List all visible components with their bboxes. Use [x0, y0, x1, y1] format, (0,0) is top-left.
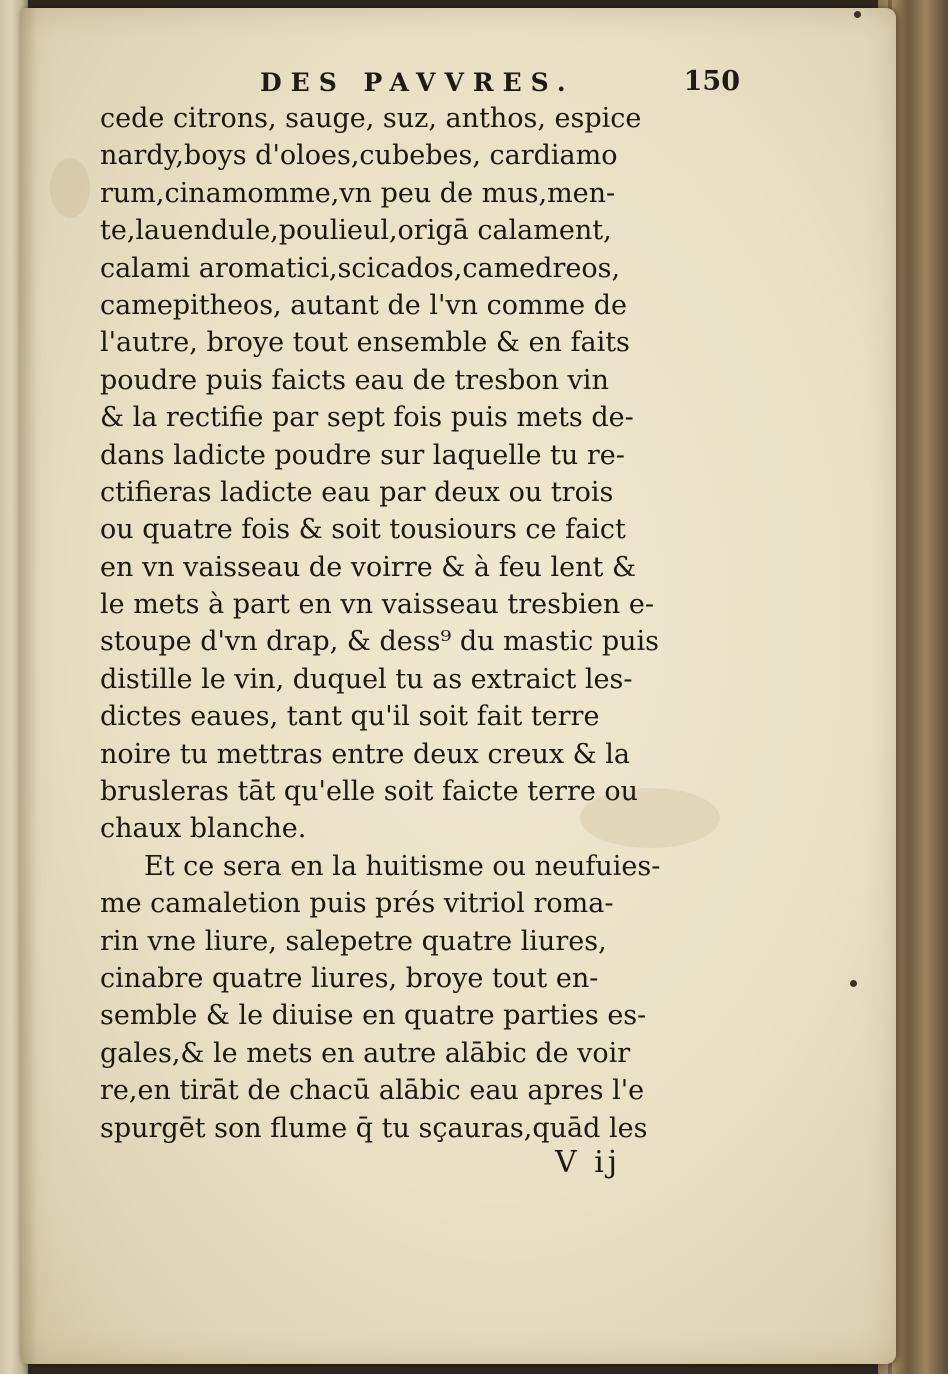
- folio-number: 150: [683, 66, 740, 97]
- text-line: dans ladicte poudre sur laquelle tu re-: [100, 439, 625, 471]
- text-line: re,en tirāt de chacū alābic eau apres l'e: [100, 1075, 645, 1107]
- text-line: Et ce sera en la huitisme ou neufuies-: [144, 850, 661, 882]
- text-line: rum,cinamomme,vn peu de mus,men-: [100, 177, 616, 209]
- text-line: le mets à part en vn vaisseau tresbien e-: [100, 589, 654, 621]
- text-line: & la rectifie par sept fois puis mets de-: [100, 402, 634, 434]
- text-line: l'autre, broye tout ensemble & en faits: [100, 327, 630, 359]
- text-line: brusleras tāt qu'elle soit faicte terre ou: [100, 776, 639, 808]
- ink-speck: [850, 980, 857, 987]
- page-gutter-shadow: [20, 8, 38, 1364]
- text-line: rin vne liure, salepetre quatre liures,: [100, 925, 607, 957]
- text-line: spurgēt son flume q̄ tu sçauras,quād les: [100, 1112, 648, 1144]
- text-line: chaux blanche.: [100, 813, 307, 845]
- text-line: nardy,boys d'oloes,cubebes, cardiamo: [100, 140, 618, 172]
- text-line: poudre puis faicts eau de tresbon vin: [100, 364, 609, 396]
- text-line: calami aromatici,scicados,camedreos,: [100, 252, 621, 284]
- text-line: gales,& le mets en autre alābic de voir: [100, 1037, 631, 1069]
- text-line: dictes eaues, tant qu'il soit fait terre: [100, 701, 600, 733]
- text-line: cede citrons, sauge, suz, anthos, espice: [100, 103, 642, 134]
- body-text: [100, 100, 740, 1147]
- text-line: ctifieras ladicte eau par deux ou trois: [100, 476, 614, 508]
- text-line: noire tu mettras entre deux creux & la: [100, 738, 630, 770]
- text-line: cinabre quatre liures, broye tout en-: [100, 962, 599, 994]
- text-line: te,lauendule,poulieul,origā calament,: [100, 215, 612, 247]
- signature-mark: V ij: [555, 1145, 622, 1180]
- text-line: camepitheos, autant de l'vn comme de: [100, 289, 628, 321]
- text-line: distille le vin, duquel tu as extraict les-: [100, 663, 633, 695]
- paper-stain: [50, 158, 90, 218]
- text-line: en vn vaisseau de voirre & à feu lent &: [100, 551, 636, 583]
- text-line: ou quatre fois & soit tousiours ce faict: [100, 514, 626, 546]
- text-line: me camaletion puis prés vitriol roma-: [100, 888, 614, 920]
- text-line: stoupe d'vn drap, & dess⁹ du mastic puis: [100, 626, 660, 658]
- ink-speck: [854, 11, 861, 18]
- text-line: semble & le diuise en quatre parties es-: [100, 1000, 647, 1032]
- running-title: DES PAVVRES.: [260, 68, 575, 97]
